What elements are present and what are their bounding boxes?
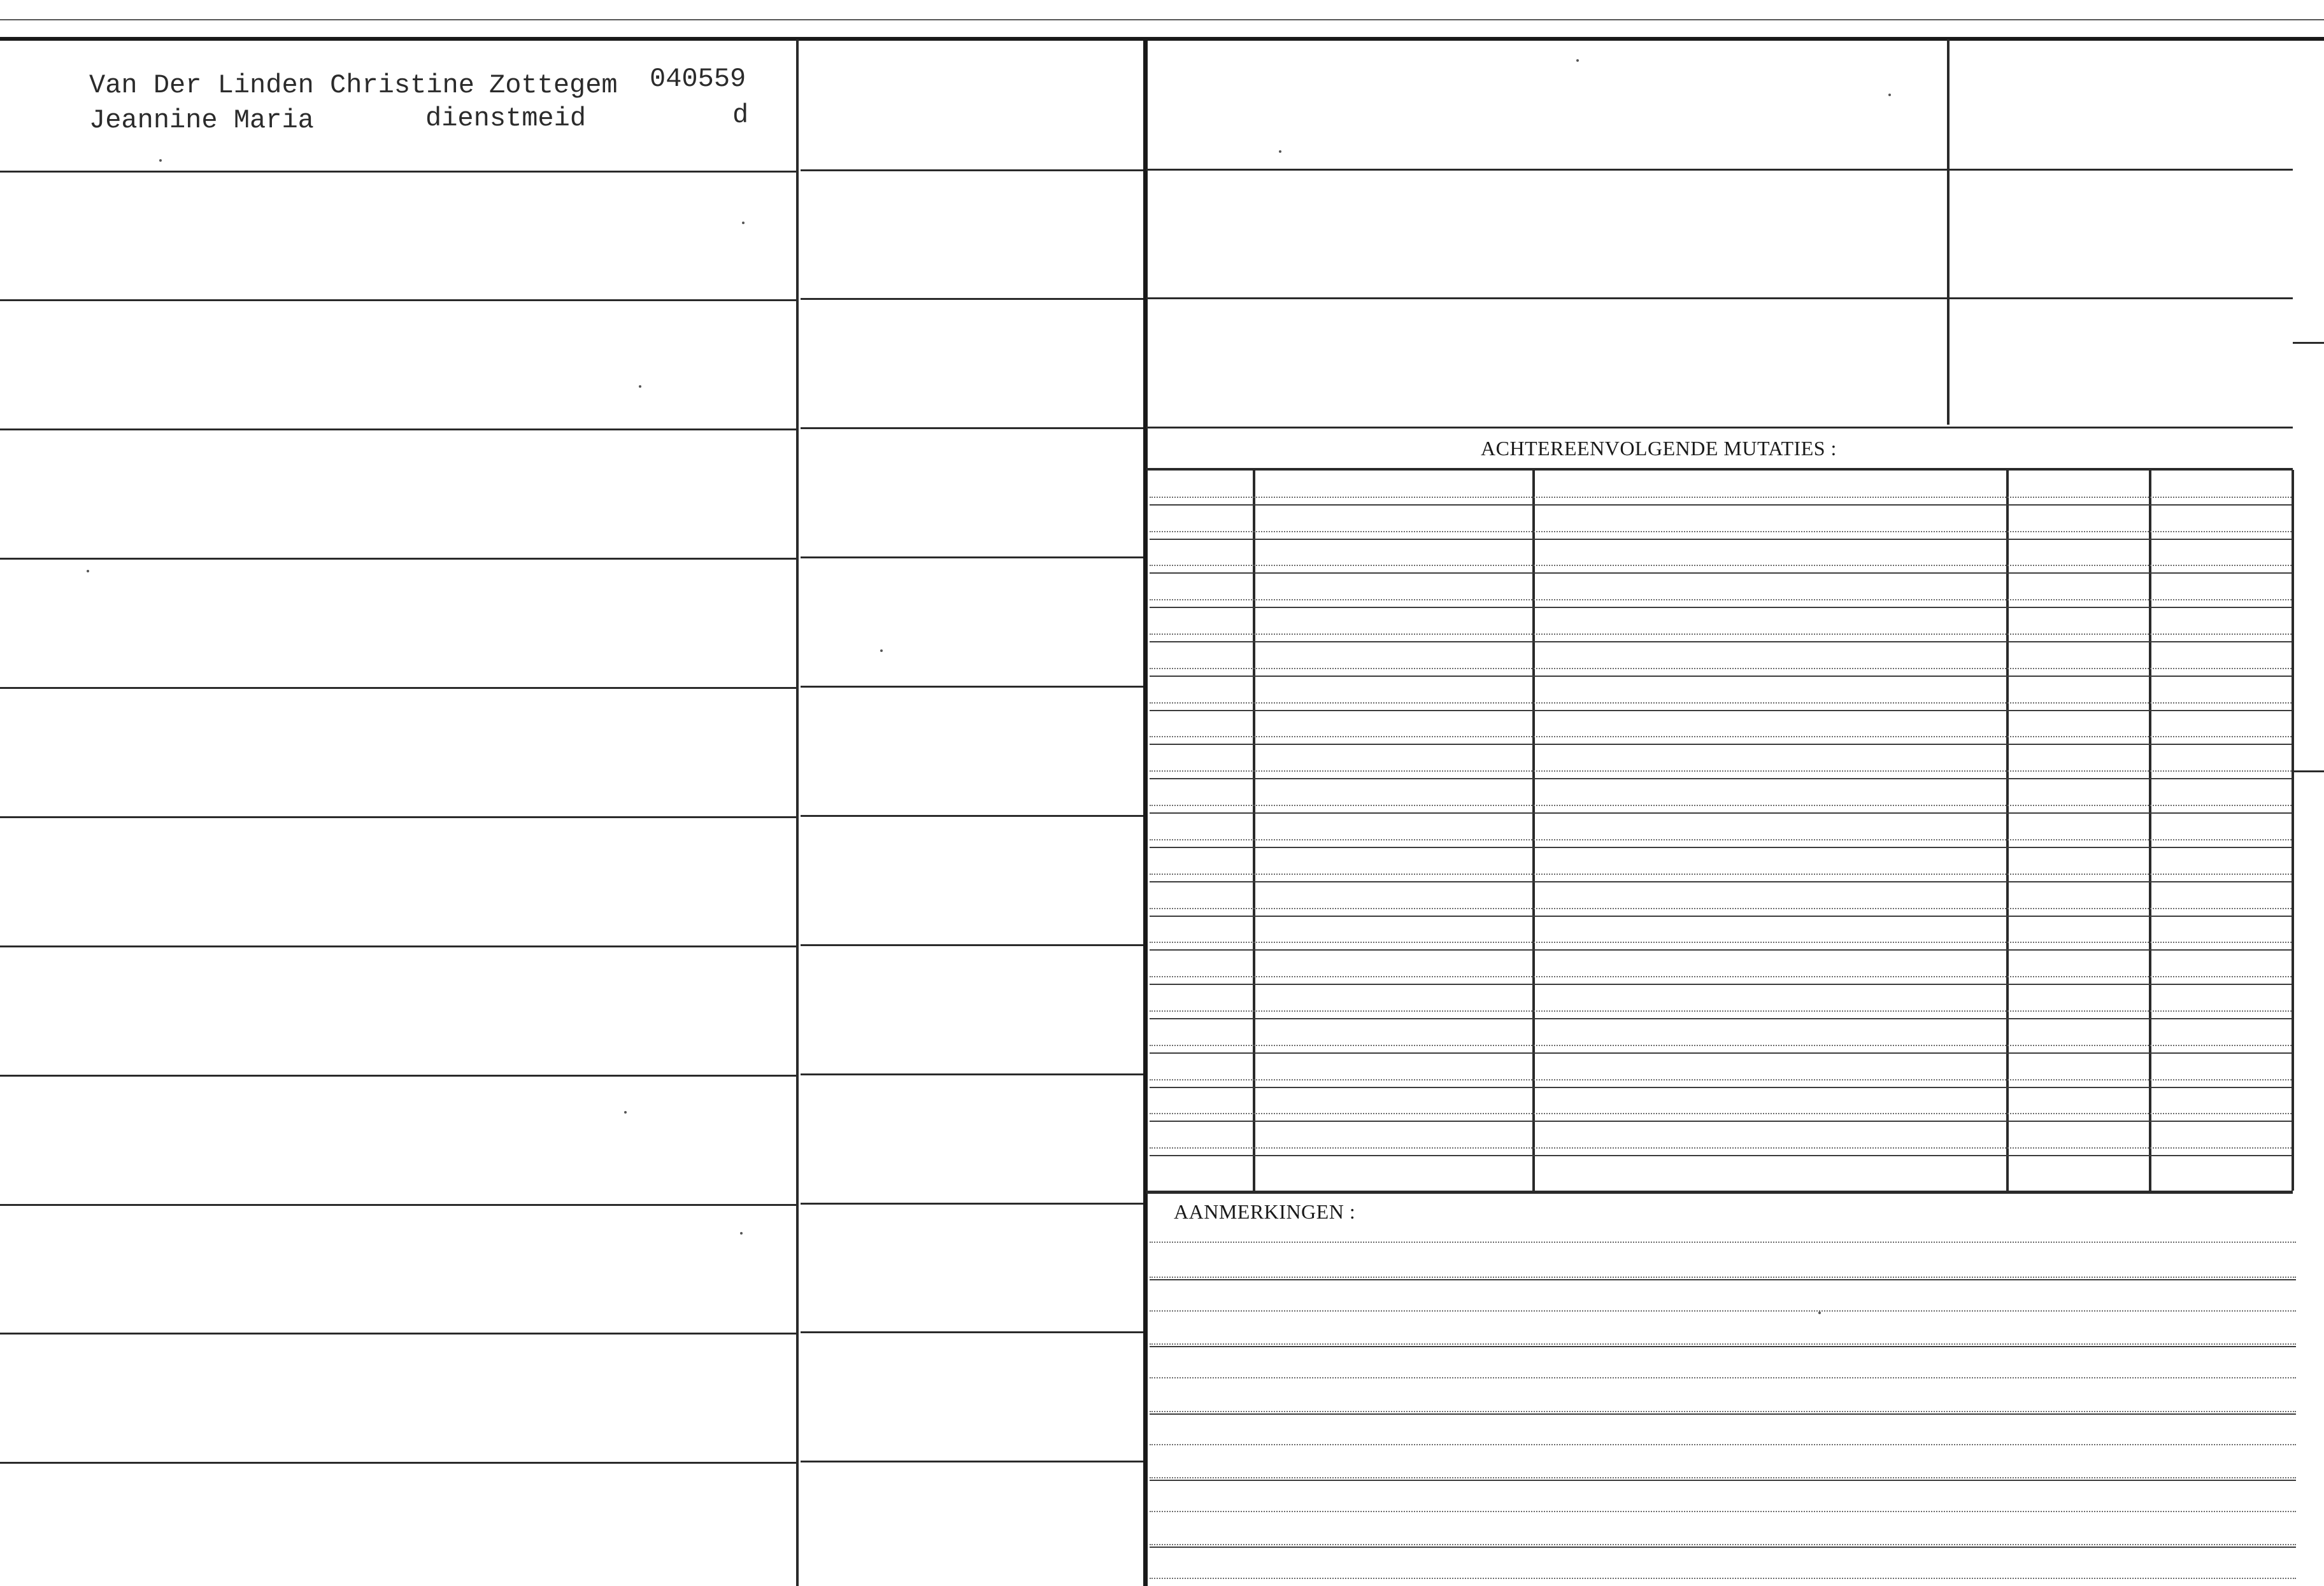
mutaties-col-divider-3 [2006,470,2009,1191]
aanmerkingen-dotted-line-6 [1150,1411,2296,1412]
mutaties-dotted-line-18 [1150,1079,2292,1080]
mutaties-row-line-12 [1150,881,2292,882]
scan-speck-1 [159,159,162,162]
mutaties-dotted-line-5 [1150,634,2292,635]
mutaties-right-edge [2292,470,2294,1191]
middle-row-line-4 [801,556,1143,558]
mutaties-dotted-line-19 [1150,1113,2292,1114]
mutaties-dotted-line-12 [1150,874,2292,875]
middle-row-line-2 [801,298,1143,300]
scan-speck-6 [624,1111,627,1114]
entry-name-line1: Van Der Linden Christine [89,70,474,101]
mutaties-dotted-line-3 [1150,565,2292,566]
scan-speck-7 [740,1232,743,1235]
aanmerkingen-dotted-line-9 [1150,1511,2296,1512]
entry-code: 040559 [650,64,746,94]
scan-speck-10 [1576,59,1579,62]
middle-row-line-10 [801,1331,1143,1333]
scan-speck-9 [1279,150,1281,153]
middle-row-line-7 [801,944,1143,946]
left-row-line-3 [0,428,796,430]
middle-row-line-3 [801,427,1143,429]
aanmerkingen-dotted-line-4 [1150,1343,2296,1345]
mutaties-row-line-9 [1150,778,2292,779]
entry-status-letter: d [732,100,749,131]
aanmerkingen-solid-line-6 [1150,1413,2296,1415]
aanmerkingen-solid-line-8 [1150,1480,2296,1481]
right-edge-tick-2 [2293,770,2324,772]
mutaties-dotted-line-10 [1150,805,2292,806]
left-row-line-7 [0,945,796,947]
entry-name-line2: Jeannine Maria [89,105,314,136]
mutaties-table-bottom [1146,1191,2293,1194]
aanmerkingen-dotted-line-3 [1150,1310,2296,1312]
mutaties-row-line-13 [1150,916,2292,917]
mutaties-row-line-1 [1150,504,2292,506]
mutaties-dotted-line-15 [1150,976,2292,977]
right-upper-row-1 [1146,169,2293,171]
mutaties-row-line-3 [1150,572,2292,574]
aanmerkingen-dotted-line-7 [1150,1444,2296,1445]
aanmerkingen-dotted-line-5 [1150,1377,2296,1378]
right-upper-divider [1947,39,1950,425]
mutaties-row-line-8 [1150,744,2292,745]
scan-speck-3 [639,385,641,388]
mutaties-row-line-17 [1150,1052,2292,1054]
aanmerkingen-dotted-line-8 [1150,1477,2296,1478]
left-row-line-9 [0,1204,796,1206]
mutaties-dotted-line-20 [1150,1147,2292,1149]
mutaties-row-line-2 [1150,539,2292,540]
scan-speck-2 [742,222,745,224]
left-row-line-6 [0,816,796,818]
mutaties-col-divider-4 [2149,470,2151,1191]
mutaties-dotted-line-1 [1150,497,2292,498]
aanmerkingen-solid-line-4 [1150,1346,2296,1347]
middle-row-line-6 [801,815,1143,817]
middle-row-line-1 [801,169,1143,171]
left-row-line-10 [0,1333,796,1335]
left-row-line-5 [0,687,796,689]
mutaties-table-top [1146,468,2293,471]
aanmerkingen-dotted-line-11 [1150,1578,2296,1579]
mutaties-row-line-7 [1150,710,2292,711]
mutaties-dotted-line-6 [1150,668,2292,669]
mutaties-row-line-5 [1150,641,2292,642]
mutaties-dotted-line-4 [1150,599,2292,600]
mutaties-row-line-18 [1150,1087,2292,1088]
right-upper-row-2 [1146,297,2293,299]
mutaties-dotted-line-16 [1150,1010,2292,1012]
mutaties-row-line-14 [1150,949,2292,951]
left-row-line-4 [0,558,796,560]
mutaties-row-line-20 [1150,1155,2292,1156]
mutaties-dotted-line-14 [1150,942,2292,943]
scan-speck-11 [1888,94,1891,96]
scan-speck-8 [1818,1312,1821,1314]
aanmerkingen-solid-line-2 [1150,1279,2296,1280]
middle-row-line-5 [801,686,1143,688]
middle-row-line-11 [801,1461,1143,1462]
mutaties-row-line-11 [1150,847,2292,848]
mutaties-dotted-line-9 [1150,770,2292,772]
mutaties-row-line-16 [1150,1018,2292,1019]
center-divider [1143,39,1148,1586]
mutaties-row-line-10 [1150,812,2292,814]
top-edge-line [0,19,2324,20]
mutaties-row-line-19 [1150,1121,2292,1122]
middle-row-line-9 [801,1203,1143,1205]
mutaties-col-divider-2 [1532,470,1535,1191]
mutaties-dotted-line-7 [1150,702,2292,704]
right-edge-tick-1 [2293,342,2324,344]
mutaties-row-line-15 [1150,984,2292,985]
left-row-line-1 [0,171,796,173]
mutaties-col-divider-1 [1253,470,1255,1191]
left-row-line-8 [0,1075,796,1077]
aanmerkingen-dotted-line-10 [1150,1544,2296,1545]
aanmerkingen-solid-line-10 [1150,1547,2296,1548]
aanmerkingen-dotted-line-1 [1150,1242,2296,1243]
top-border [0,37,2324,41]
entry-occupation: dienstmeid [425,103,587,134]
aanmerkingen-dotted-line-2 [1150,1277,2296,1278]
mutaties-dotted-line-13 [1150,908,2292,909]
mutaties-dotted-line-11 [1150,839,2292,840]
mutaties-row-line-6 [1150,676,2292,677]
mutaties-dotted-line-8 [1150,736,2292,737]
aanmerkingen-heading: AANMERKINGEN : [1174,1200,1356,1223]
left-column-divider [796,39,799,1586]
entry-birthplace: Zottegem [489,70,618,101]
mutaties-dotted-line-2 [1150,531,2292,532]
mutaties-heading: ACHTEREENVOLGENDE MUTATIES : [1481,437,1837,460]
mutaties-row-line-4 [1150,607,2292,608]
right-upper-row-3 [1146,427,2293,428]
scan-speck-4 [87,570,89,572]
mutaties-dotted-line-17 [1150,1045,2292,1046]
middle-row-line-8 [801,1073,1143,1075]
left-row-line-2 [0,299,796,301]
left-row-line-11 [0,1462,796,1464]
scan-speck-5 [880,649,883,652]
